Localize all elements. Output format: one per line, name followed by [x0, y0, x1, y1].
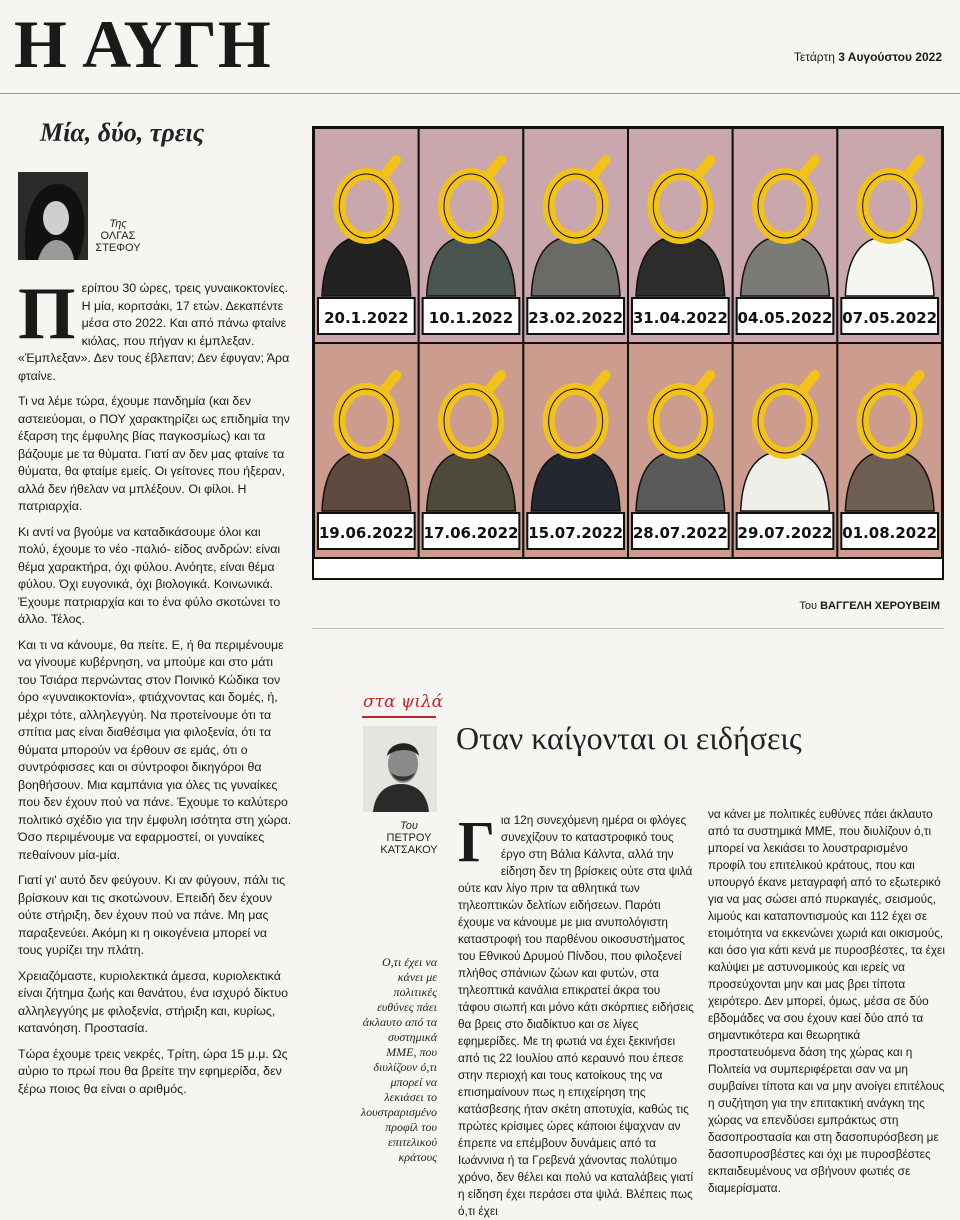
byline-last-name: ΚΑΤΣΑΚΟΥ [380, 844, 438, 856]
paragraph: ια 12η συνεχόμενη ημέρα οι φλόγες συνεχίζουν το καταστροφικό τους έργο στη Βάλια Κάλντα, αλλά την είδηση δεν τη βρίσκεις ούτε στα ψιλά ούτε καν λίγο πριν τα αθλητικά των τηλεοπτικών δελτίων ειδήσεων. Παρότι έχουμε να κάνουμε με μια ανυπολόγιστη καταστροφή του παρθένου οικοσυστήματος του Εθνικού Δρυμού Πίνδου, που φιλοξενεί πλήθος σπάνιων ζώων και φυτών, στα τηλεοπτικά κανάλια επικρατεί άκρα του τάφου σιωπή και μόνο κάτι σκόρπιες ειδήσεις θα βρεις στο διαδίκτυο και σε λίγες εφημερίδες. Με τη φωτιά να έχει ξεκινήσει από τις 22 Ιουλίου από κεραυνό που έπεσε στην περιοχή και τους κατοίκους της να επισημαίνουν πως η επιχείρηση της κατάσβεσης ήταν σκέτη αποτυχία, καθώς τις πρώτες κρίσιμες ώρες κάποιοι έψαχναν αν έπρεπε να επέμβουν δυνάμεις από τα Ιωάννινα ή τα Γρεβενά χάνοντας πολύτιμο χρόνο, δεν θέλει και πολύ να καταλάβεις γιατί η είδηση έχει περάσει στα ψιλά. Βλέπεις πως ό,τι έχει [458, 813, 694, 1218]
paragraph: ερίπου 30 ώρες, τρεις γυναικοκτονίες. Η μία, κοριτσάκι, 17 ετών. Δεκαπέντε μέσα στο 2022. Και από πάνω φταίνε κιόλας, που πήγαν κι έμπλεξαν. «Έμπλεξαν». Δεν τους έβλεπαν; Δεν έφυγαν; Άρα φταίνε. [18, 281, 290, 383]
paragraph: να κάνει με πολιτικές ευθύνες πάει άκλαυτο από τα συστημικά ΜΜΕ, που διυλίζουν ό,τι μπορεί να λεκιάσει το λουστραρισμένο προφίλ του επιτελικού κράτους, που και υπουργό έκανε μεταγραφή από το εξωτερικό για να μας σώσει από πυρκαγιές, σεισμούς, λιμούς και καταποντισμούς και 112 έχει σε ετοιμότητα να εκκενώνει χωριά και οικισμούς, και όσο για κάτι κενά με πυροσβέστες, τα έχει καλύψει με αστυνομικούς και ιερείς να προσεύχονται μην και μας βρει τίποτα χειρότερο. Δεν μπορεί, όμως, μέσα σε δύο εβδομάδες να σου έχουν καεί δύο από τα σημαντικότερα και θεωρητικά προστατευόμενα δάση της χώρας και η Πολιτεία να συμπεριφέρεται σαν να μη συμβαίνει τίποτα και να μην ανοίγει επιτέλους η συζήτηση για την επιτακτική ανάγκη της χώρας να επενδύσει εμπράκτως στη δασοπροστασία και στη δασοπυρόσβεση με δασοπυροσβέστες και όχι με πυροσβέστες εκπαιδευμένους να σβήνουν φωτιές σε διαμερίσματα. [708, 807, 945, 1195]
cartoon-panel [733, 128, 838, 343]
section-divider [312, 628, 944, 629]
cartoon-date-label: 15.07.2022 [528, 524, 624, 542]
byline-first-name: ΟΛΓΑΣ [100, 230, 136, 242]
credit-prefix: Του [799, 600, 818, 612]
byline-last-name: ΣΤΕΦΟΥ [95, 242, 141, 254]
paragraph: Γιατί γι' αυτό δεν φεύγουν. Κι αν φύγουν, πάλι τις βρίσκουν και τις σκοτώνουν. Επειδή δεν έχουν ούτε στήριξη, δεν έχουν πού να πάνε. Μη μας παραξενεύει. Ακόμη κι η οικογένεια μπορεί να τους γυρίζει την πλάτη. [18, 873, 286, 957]
cartoon-date-label: 29.07.2022 [737, 524, 833, 542]
cartoon-date-label: 19.06.2022 [318, 524, 414, 542]
cartoon-panel [523, 343, 628, 558]
cartoon-panel [837, 343, 942, 558]
cartoon-date-label: 20.1.2022 [324, 309, 409, 327]
cartoon-panel [733, 343, 838, 558]
cartoon-date-label: 23.02.2022 [528, 309, 624, 327]
section-kicker: στα ψιλά [363, 692, 444, 712]
cartoon-panel [314, 343, 419, 558]
author-photo-petros [363, 726, 437, 812]
paragraph: Τι να λέμε τώρα, έχουμε πανδημία (και δεν αστειεύομαι, ο ΠΟΥ χαρακτηρίζει ως επιδημία την έξαρση της έμφυλης βίας παγκοσμίως) και τα βάζουμε με τα θύματα. Γιατί αν δεν μας φταίνε τα θύματα, θα φταίμε εμείς. Οι γείτονες που ήξεραν, αλλά δεν ήθελαν να μπλέξουν. Οι φίλοι. Η πατριαρχία. [18, 394, 290, 513]
article2-column-2 [708, 806, 946, 1195]
issue-weekday: Τετάρτη [793, 50, 835, 64]
article2-column-1 [458, 809, 694, 1218]
byline-prefix: Του [400, 820, 418, 832]
masthead-logo: Η ΑΥΓΗ [14, 6, 272, 82]
article2-byline [378, 820, 440, 856]
dropcap: Γ [458, 809, 495, 874]
cartoon-panel [419, 128, 524, 343]
cartoon-panel [523, 128, 628, 343]
cartoon-grid [314, 128, 942, 578]
byline-prefix: Της [109, 218, 127, 230]
paragraph: Κι αντί να βγούμε να καταδικάσουμε όλοι και πολύ, έχουμε το νέο -παλιό- είδος ανδρών: είναι θέμα χαρακτήρα, όχι φύλου. Ανόητε, είναι θέμα φύλου. Όχι ευγονικά, όχι βιολογικά. Κοινωνικά. Έχουμε πατριαρχία και το ένα φύλο σκοτώνει το άλλο. Τέλος. [18, 524, 281, 626]
cartoon-credit [799, 600, 940, 612]
cartoon-date-label: 07.05.2022 [842, 309, 938, 327]
cartoon-date-label: 17.06.2022 [423, 524, 519, 542]
paragraph: Χρειαζόμαστε, κυριολεκτικά άμεσα, κυριολεκτικά είναι ζήτημα ζωής και θανάτου, ένα ισχυρό δίκτυο αλληλεγγύης με φιλοξενία, στήριξη και, κυρίως, κατανόηση. Προστασία. [18, 968, 288, 1035]
article1-body [18, 273, 294, 1160]
issue-day: 3 Αυγούστου 2022 [838, 50, 942, 64]
cartoon [312, 126, 944, 580]
article2-title: Οταν καίγονται οι ειδήσεις [456, 720, 802, 756]
cartoon-panel [628, 128, 733, 343]
article1-byline [88, 218, 148, 254]
kicker-rule [362, 716, 436, 718]
byline-first-name: ΠΕΤΡΟΥ [386, 832, 432, 844]
cartoon-date-label: 10.1.2022 [428, 309, 514, 327]
article1-title: Μία, δύο, τρεις [40, 118, 205, 147]
cartoon-date-label: 28.07.2022 [632, 524, 728, 542]
cartoon-panel [314, 128, 419, 343]
author-photo-olga [18, 172, 88, 260]
paragraph: Και τι να κάνουμε, θα πείτε. Ε, ή θα περιμένουμε να γίνουμε κυβέρνηση, να μπούμε και στο μάτι του Τσιάρα περνώντας στον Ποινικό Κώδικα τον όρο «γυναικοκτονία», φτιάχνοντας και δομές, ή, μέχρι τότε, αλληλεγγύη. Να προτείνουμε ότι τα σπίτια μας είναι διαθέσιμα για φιλοξενία, ότι τα θύματα μπορούν να έρθουν σε εμάς, ότι ο συντρόφισσες και οι σύντροφοι δικηγόροι θα βοηθήσουν. Μια καμπάνια για όλες τις γυναίκες που δεν έχουν πού να πάνε. Έχουμε το καλύτερο πολιτικό σχέδιο για την έμφυλη ισότητα στη χώρα. Όσο περιμένουμε να εφαρμοστεί, οι γυναίκες πεθαίνουν μία-μία. [18, 637, 292, 862]
issue-date [794, 50, 942, 64]
cartoon-date-label: 01.08.2022 [842, 524, 938, 542]
cartoon-date-label: 31.04.2022 [632, 309, 728, 327]
cartoon-panel [837, 128, 942, 343]
cartoon-panel [628, 343, 733, 558]
paragraph: Τώρα έχουμε τρεις νεκρές, Τρίτη, ώρα 15 μ.μ. Ως αύριο το πρωί που θα βρείτε την εφημερίδα, δεν ξέρω ποιος θα είναι ο αριθμός. [18, 1046, 288, 1096]
cartoon-panel [419, 343, 524, 558]
pull-quote: Ο,τι έχει να κάνει με πολιτικές ευθύνες πάει άκλαυτο από τα συστημικά ΜΜΕ, που διυλίζουν ό,τι μπορεί να λεκιάσει το λουστραρισμένο προφίλ του επιτελικού κράτους [360, 955, 437, 1164]
masthead-rule [0, 93, 960, 94]
credit-name: ΒΑΓΓΕΛΗ ΧΕΡΟΥΒΕΙΜ [820, 600, 940, 612]
dropcap: Π [18, 273, 76, 355]
cartoon-date-label: 04.05.2022 [737, 309, 833, 327]
